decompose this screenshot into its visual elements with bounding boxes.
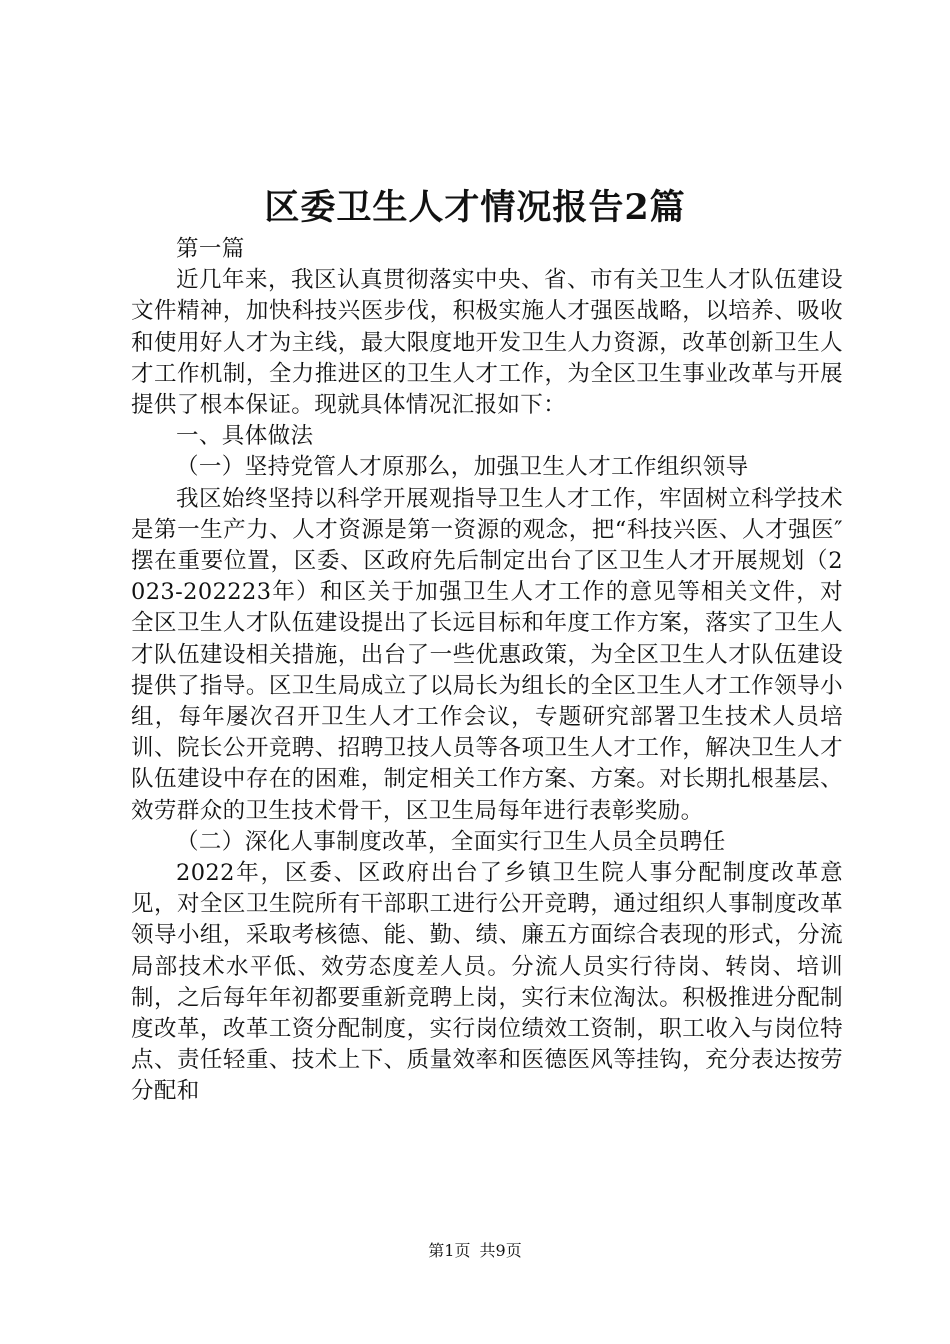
body-paragraph: 2022年，区委、区政府出台了乡镇卫生院人事分配制度改革意见，对全区卫生院所有干部职工进行公开竞聘，通过组织人事制度改革领导小组，采取考核德、能、勤、绩、廉五方面综合表现的形式，分流局部技术水平低、效劳态度差人员。分流人员实行待岗、转岗、培训制，之后每年年初都要重新竞聘上岗，实行末位淘汰。积极推进分配制度改革，改革工资分配制度，实行岗位绩效工资制，职工收入与岗位特点、责任轻重、技术上下、质量效率和医德医风等挂钩，充分表达按劳分配和 [131,860,843,1105]
document-body [131,234,843,1108]
section-heading: 一、具体做法 [176,423,314,450]
body-paragraph: 我区始终坚持以科学开展观指导卫生人才工作，牢固树立科学技术是第一生产力、人才资源是第一资源的观念，把“科技兴医、人才强医″摆在重要位置，区委、区政府先后制定出台了区卫生人才开展规划（2023-202223年）和区关于加强卫生人才工作的意见等相关文件，对全区卫生人才队伍建设提出了长远目标和年度工作方案，落实了卫生人才队伍建设相关措施，出台了一些优惠政策，为全区卫生人才队伍建设提供了指导。区卫生局成立了以局长为组长的全区卫生人才工作领导小组，每年屡次召开卫生人才工作会议，专题研究部署卫生技术人员培训、院长公开竞聘、招聘卫技人员等各项卫生人才工作，解决卫生人才队伍建设中存在的困难，制定相关工作方案、方案。对长期扎根基层、效劳群众的卫生技术骨干，区卫生局每年进行表彰奖励。 [131,485,843,824]
body-paragraph: 近几年来，我区认真贯彻落实中央、省、市有关卫生人才队伍建设文件精神，加快科技兴医步伐，积极实施人才强医战略，以培养、吸收和使用好人才为主线，最大限度地开发卫生人力资源，改革创新卫生人才工作机制，全力推进区的卫生人才工作，为全区卫生事业改革与开展提供了根本保证。现就具体情况汇报如下： [131,267,843,419]
document-title: 区委卫生人才情况报告2篇 [264,187,686,228]
subsection-heading: （一）坚持党管人才原那么，加强卫生人才工作组织领导 [176,454,749,481]
page-number: 第1页 [428,1241,471,1260]
subsection-heading: （二）深化人事制度改革，全面实行卫生人员全员聘任 [176,828,726,855]
page-footer [0,1239,950,1263]
page-total: 共9页 [479,1241,522,1260]
section-label: 第一篇 [176,236,245,262]
